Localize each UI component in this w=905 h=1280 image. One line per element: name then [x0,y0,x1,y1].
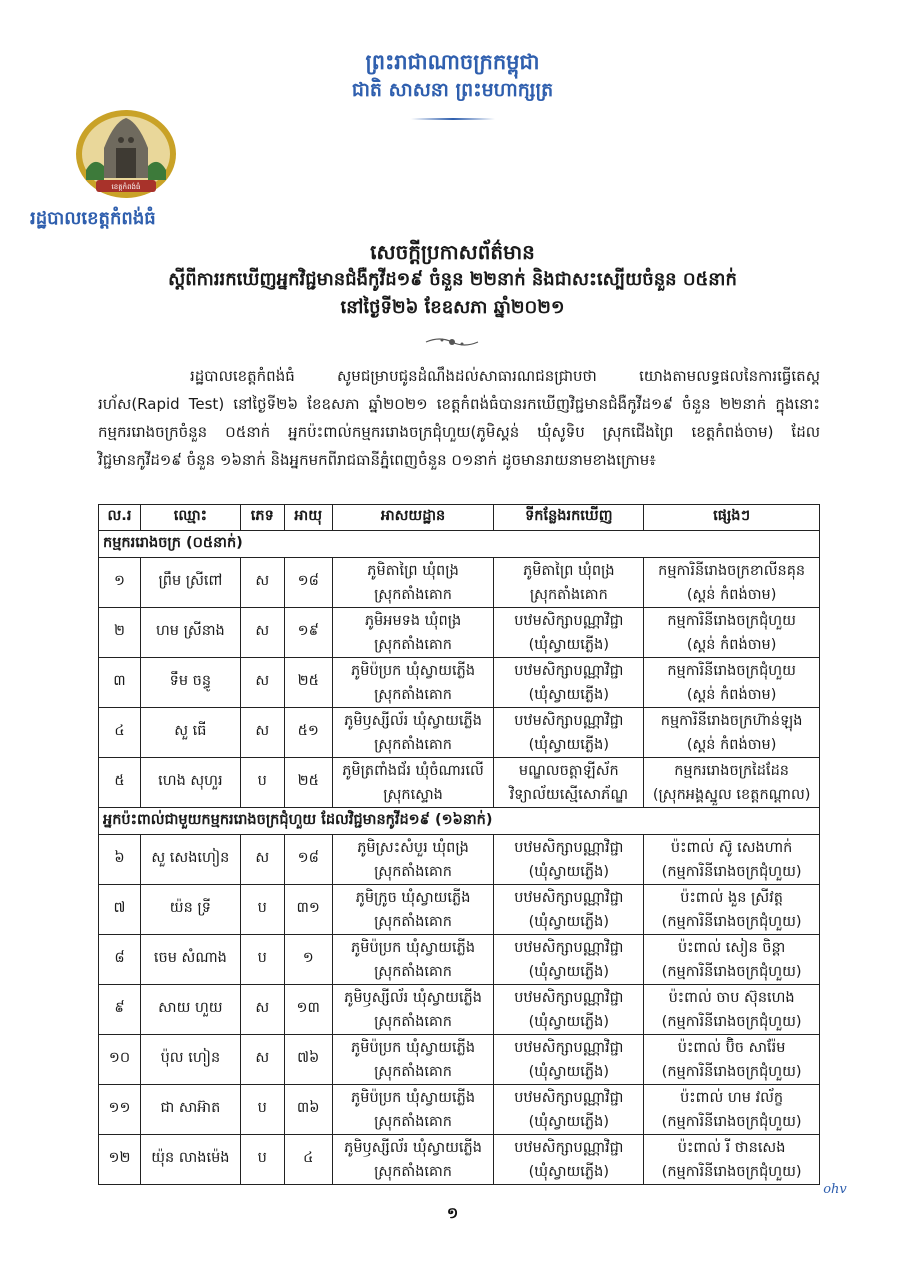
cell-place [494,1135,644,1185]
table-row [99,985,820,1035]
place-line-1: បឋមសិក្សាបណ្ណាវិជ្ជា [514,1039,624,1056]
place-line-1: មណ្ឌលចត្តាឡីស័ក [518,762,619,779]
table-row [99,1035,820,1085]
page-number: ១ [446,1204,459,1222]
cell-other [644,758,820,808]
cell-place [494,558,644,608]
kingdom-motto: ជាតិ សាសនា ព្រះមហាក្សត្រ [351,79,554,101]
cell-sex: ស [240,558,284,608]
table-row [99,1085,820,1135]
address-line-2: ស្រុកតាំងគោក [374,1163,453,1180]
other-line-2: (ស្គន់ កំពង់ចាម) [686,636,777,653]
cell-other [644,658,820,708]
cell-no: ៣ [99,658,141,708]
cell-other [644,1085,820,1135]
cell-sex: ស [240,708,284,758]
header-no: ល.រ [99,505,141,531]
address-line-2: ស្រុកតាំងគោក [374,586,453,603]
table-row [99,835,820,885]
cell-place [494,885,644,935]
cell-sex: ប [240,935,284,985]
header-sex: ភេទ [240,505,284,531]
place-line-2: (ឃុំស្វាយភ្លើង) [528,686,609,703]
address-line-1: ភូមិឫស្សីល័រ ឃុំស្វាយភ្លើង [344,712,482,729]
address-line-1: ភូមិតាព្រៃ ឃុំពង្រ [367,562,459,579]
cell-address [332,1135,494,1185]
cell-no: ៩ [99,985,141,1035]
place-line-1: បឋមសិក្សាបណ្ណាវិជ្ជា [514,989,624,1006]
place-line-2: វិទ្យាល័យស្មើសោភ័ណ្ឌ [509,786,629,803]
table-body-contacts [99,808,820,1185]
cell-no: ២ [99,608,141,658]
section-row [99,808,820,835]
cell-age: ៧៦ [284,1035,332,1085]
header-divider [411,118,495,120]
cell-place [494,1035,644,1085]
place-line-1: បឋមសិក្សាបណ្ណាវិជ្ជា [514,839,624,856]
other-line-1: ប៉ះពាល់ ប៊ិច សារ៉ែម [677,1039,786,1056]
place-line-1: បឋមសិក្សាបណ្ណាវិជ្ជា [514,1089,624,1106]
cell-address [332,758,494,808]
section-row [99,531,820,558]
other-line-1: កម្មការិនីរោងចក្រជុំហួយ [667,662,796,679]
cell-sex: ប [240,1085,284,1135]
address-line-1: ភូមិត្រពាំងជ័រ ឃុំចំណារលើ [342,762,484,779]
header-age: អាយុ [284,505,332,531]
cell-no: ១២ [99,1135,141,1185]
place-line-1: បឋមសិក្សាបណ្ណាវិជ្ជា [514,939,624,956]
cell-other [644,935,820,985]
title-line-1: សេចក្តីប្រកាសព័ត៌មាន [370,240,535,264]
title-line-2: ស្តីពីការរកឃើញអ្នកវិជ្ជមានជំងឺកូវីដ១៩ ចំនួន ២២នាក់ និងជាសះស្បើយចំនួន ០៥នាក់ [168,269,737,290]
cell-sex: ស [240,985,284,1035]
other-line-1: ប៉ះពាល់ ហម វល័ក្ខ [680,1089,784,1106]
cell-no: ៤ [99,708,141,758]
cell-age: ៤ [284,1135,332,1185]
cell-place [494,758,644,808]
cell-place [494,708,644,758]
cell-sex: ប [240,885,284,935]
kingdom-title: ព្រះរាជាណាចក្រកម្ពុជា [365,50,540,74]
intro-text: រដ្ឋបាលខេត្តកំពង់ធំ សូមជម្រាបជូនដំណឹងដល់សាធារណជនជ្រាបថា យោងតាមលទ្ធផលនៃការធ្វើតេស្តរហ័ស(Rapid Test) នៅថ្ងៃទី២៦ ខែឧសភា ឆ្នាំ២០២១ ខេត្តកំពង់ធំបានរកឃើញវិជ្ជមានជំងឺកូវីដ១៩ ចំនួន ២២នាក់ ក្នុងនោះ កម្មកររោងចក្រចំនួន ០៥នាក់ អ្នកប៉ះពាល់កម្មកររោងចក្រជុំហួយ(ភូមិស្គន់ ឃុំសូទិប ស្រុកជើងព្រៃ ខេត្តកំពង់ចាម) ដែលវិជ្ជមានកូវីដ១៩ ចំនួន ១៦នាក់ និងអ្នកមកពីរាជធានីភ្នំពេញចំនួន ០១នាក់ ដូចមានរាយនាមខាងក្រោម៖ [98,367,820,469]
cell-name: ព្រឹម ស្រីពៅ [140,558,240,608]
cell-age: ១៩ [284,608,332,658]
address-line-2: ស្រុកតាំងគោក [374,863,453,880]
cell-address [332,708,494,758]
address-line-2: ស្រុកតាំងគោក [374,913,453,930]
cell-age: ១៣ [284,985,332,1035]
emblem-label: ខេត្តកំពង់ធំ [111,183,141,191]
other-line-1: ប៉ះពាល់ ចាប ស៊ុនហេង [668,989,795,1006]
address-line-1: ភូមិអមទង ឃុំពង្រ [364,612,462,629]
address-line-1: ភូមិក្រូច ឃុំស្វាយភ្លើង [355,889,471,906]
table-row [99,658,820,708]
corner-mark-icon [821,1178,849,1198]
cell-other [644,985,820,1035]
table-row [99,758,820,808]
header-place: ទីកន្លែងរកឃើញ [494,505,644,531]
cell-sex: ប [240,1135,284,1185]
cell-place [494,935,644,985]
place-line-1: ភូមិតាព្រៃ ឃុំពង្រ [523,562,615,579]
cell-age: ២៥ [284,658,332,708]
address-line-1: ភូមិឫស្សីល័រ ឃុំស្វាយភ្លើង [344,1139,482,1156]
cell-other [644,835,820,885]
cell-place [494,1085,644,1135]
ornament-icon [422,334,482,350]
cell-other [644,708,820,758]
other-line-2: (ស្គន់ កំពង់ចាម) [686,736,777,753]
place-line-1: បឋមសិក្សាបណ្ណាវិជ្ជា [514,712,624,729]
place-line-1: បឋមសិក្សាបណ្ណាវិជ្ជា [514,1139,624,1156]
section-factory-workers: កម្មកររោងចក្រ (០៥នាក់) [99,531,820,558]
cell-no: ៧ [99,885,141,935]
place-line-1: បឋមសិក្សាបណ្ណាវិជ្ជា [514,889,624,906]
cell-place [494,985,644,1035]
other-line-2: (កម្មការិនីរោងចក្រជុំហួយ) [661,913,802,930]
cell-address [332,1035,494,1085]
other-line-2: (កម្មការិនីរោងចក្រជុំហួយ) [661,1163,802,1180]
other-line-1: ប៉ះពាល់ រី ថានសេង [677,1139,786,1156]
cell-no: ៦ [99,835,141,885]
table-row [99,708,820,758]
place-line-2: (ឃុំស្វាយភ្លើង) [528,863,609,880]
place-line-1: បឋមសិក្សាបណ្ណាវិជ្ជា [514,612,624,629]
table-row [99,558,820,608]
address-line-1: ភូមិប៉ប្រក ឃុំស្វាយភ្លើង [351,1089,476,1106]
table-header-row [99,505,820,531]
cell-place [494,608,644,658]
cell-other [644,608,820,658]
address-line-1: ភូមិប៉ប្រក ឃុំស្វាយភ្លើង [351,662,476,679]
address-line-2: ស្រុកតាំងគោក [374,686,453,703]
cell-name: ទឹម ចន្ធូ [140,658,240,708]
table-body [99,531,820,808]
address-line-1: ភូមិឫស្សីល័រ ឃុំស្វាយភ្លើង [344,989,482,1006]
cell-name: សាយ ហួយ [140,985,240,1035]
cell-name: ជា សាអ៊ាត [140,1085,240,1135]
other-line-2: (កម្មការិនីរោងចក្រជុំហួយ) [661,863,802,880]
cell-no: ១ [99,558,141,608]
place-line-2: (ឃុំស្វាយភ្លើង) [528,1013,609,1030]
cell-address [332,885,494,935]
place-line-2: (ឃុំស្វាយភ្លើង) [528,963,609,980]
section-contacts: អ្នកប៉ះពាល់ជាមួយកម្មកររោងចក្រជុំហួយ ដែលវិជ្ជមានកូវីដ១៩ (១៦នាក់) [99,808,820,835]
address-line-2: ស្រុកតាំងគោក [374,1013,453,1030]
cell-name: ចេម សំណាង [140,935,240,985]
cell-name: ប៉ុល ហៀន [140,1035,240,1085]
cell-sex: ស [240,835,284,885]
other-line-2: (កម្មការិនីរោងចក្រជុំហួយ) [661,1013,802,1030]
cell-age: ៥១ [284,708,332,758]
cell-name: យ៉ន ទ្រី [140,885,240,935]
other-line-1: កម្មការិនីរោងចក្រជុំហួយ [667,612,796,629]
cell-name: ហម ស្រីនាង [140,608,240,658]
cell-other [644,1035,820,1085]
cell-age: ១៨ [284,835,332,885]
provincial-admin-name: រដ្ឋបាលខេត្តកំពង់ធំ [30,208,156,229]
table-row [99,608,820,658]
other-line-2: (ស្គន់ កំពង់ចាម) [686,686,777,703]
address-line-2: ស្រុកតាំងគោក [374,1113,453,1130]
cell-address [332,658,494,708]
cell-place [494,835,644,885]
place-line-1: បឋមសិក្សាបណ្ណាវិជ្ជា [514,662,624,679]
place-line-2: (ឃុំស្វាយភ្លើង) [528,1113,609,1130]
provincial-emblem-icon [74,108,178,200]
cell-name: សួ សេងហៀន [140,835,240,885]
address-line-2: ស្រុកតាំងគោក [374,736,453,753]
other-line-2: (ស្រុកអង្គស្នួល ខេត្តកណ្ដាល) [652,786,811,803]
cell-sex: ស [240,658,284,708]
cell-address [332,558,494,608]
cell-other [644,558,820,608]
address-line-1: ភូមិប៉ប្រក ឃុំស្វាយភ្លើង [351,1039,476,1056]
other-line-2: (កម្មការិនីរោងចក្រជុំហួយ) [661,1063,802,1080]
header-name: ឈ្មោះ [140,505,240,531]
other-line-1: កម្មការិនីរោងចក្រខាលីនគុន [658,562,806,579]
other-line-2: (កម្មការិនីរោងចក្រជុំហួយ) [661,1113,802,1130]
cell-address [332,1085,494,1135]
header-address: អាសយដ្ឋាន [332,505,494,531]
cell-no: ៨ [99,935,141,985]
announcement-title [0,238,905,322]
cell-name: យ៉ុន លាងម៉េង [140,1135,240,1185]
table-row [99,885,820,935]
cell-sex: ស [240,1035,284,1085]
cell-address [332,835,494,885]
cell-age: ២៥ [284,758,332,808]
cell-address [332,985,494,1035]
table-row [99,1135,820,1185]
place-line-2: ស្រុកតាំងគោក [529,586,608,603]
place-line-2: (ឃុំស្វាយភ្លើង) [528,636,609,653]
cell-other [644,1135,820,1185]
title-line-3: នៅថ្ងៃទី២៦ ខែឧសភា ឆ្នាំ២០២១ [340,297,565,318]
other-line-1: កម្មការិនីរោងចក្រហ៊ាន់ឡុង [660,712,803,729]
cell-age: ៣៦ [284,1085,332,1135]
address-line-1: ភូមិប៉ប្រក ឃុំស្វាយភ្លើង [351,939,476,956]
other-line-1: ប៉ះពាល់ សៀន ចិន្តា [677,939,786,956]
corner-mark-text: ohv [823,1182,847,1197]
place-line-2: (ឃុំស្វាយភ្លើង) [528,736,609,753]
address-line-2: ស្រុកតាំងគោក [374,963,453,980]
address-line-2: ស្រុកតាំងគោក [374,636,453,653]
cell-no: ៥ [99,758,141,808]
address-line-1: ភូមិស្រះសំបួរ ឃុំពង្រ [357,839,469,856]
cell-sex: ប [240,758,284,808]
table-row [99,935,820,985]
other-line-2: (កម្មការិនីរោងចក្រជុំហួយ) [661,963,802,980]
other-line-2: (ស្គន់ កំពង់ចាម) [686,586,777,603]
place-line-2: (ឃុំស្វាយភ្លើង) [528,1063,609,1080]
intro-paragraph [98,362,820,474]
header-other: ផ្សេងៗ [644,505,820,531]
other-line-1: ប៉ះពាល់ ស៊ូ សេងហាក់ [670,839,793,856]
place-line-2: (ឃុំស្វាយភ្លើង) [528,1163,609,1180]
cell-age: ៣១ [284,885,332,935]
cell-place [494,658,644,708]
address-line-2: ស្រុកតាំងគោក [374,1063,453,1080]
cell-age: ១៨ [284,558,332,608]
cell-name: ហេង សុហួរ [140,758,240,808]
address-line-2: ស្រុកស្ទោង [383,786,443,803]
other-line-1: កម្មកររោងចក្រដៃដែន [674,762,789,779]
place-line-2: (ឃុំស្វាយភ្លើង) [528,913,609,930]
case-table [98,504,820,1185]
cell-other [644,885,820,935]
cell-age: ១ [284,935,332,985]
other-line-1: ប៉ះពាល់ ងួន ស្រីវត្ត [680,889,783,906]
cell-sex: ស [240,608,284,658]
cell-address [332,935,494,985]
cell-no: ១០ [99,1035,141,1085]
cell-no: ១១ [99,1085,141,1135]
cell-address [332,608,494,658]
cell-name: សួ ធើ [140,708,240,758]
